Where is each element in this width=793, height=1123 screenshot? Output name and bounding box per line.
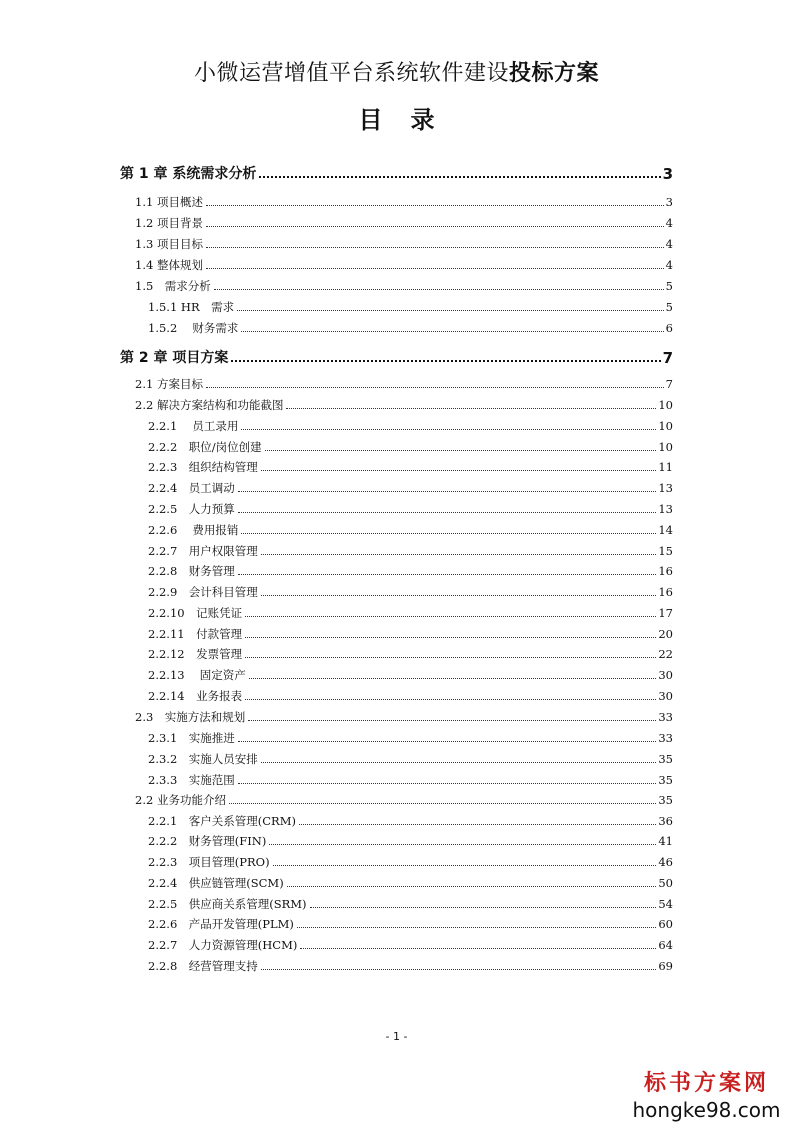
toc-entry-label: 2.2.6 产品开发管理(PLM) (148, 917, 294, 931)
toc-entry-label: 1.3 项目目标 (135, 237, 203, 251)
toc-entry-page: 13 (658, 502, 673, 516)
toc-entry-label: 2.3 实施方法和规划 (135, 710, 246, 724)
toc-entry-page: 3 (662, 165, 673, 183)
toc-entry[interactable] (148, 689, 673, 703)
toc-entry-page: 4 (665, 258, 673, 272)
toc-entry-label: 2.2.10 记账凭证 (148, 606, 243, 620)
toc-leader-dots (273, 865, 657, 866)
toc-entry[interactable] (135, 377, 673, 391)
toc-entry[interactable] (148, 419, 673, 433)
toc-entry-page: 30 (658, 689, 673, 703)
toc-entry-label: 2.2.3 组织结构管理 (148, 460, 258, 474)
toc-entry-page: 35 (658, 773, 673, 787)
toc-entry[interactable] (148, 959, 673, 973)
toc-entry-page: 20 (658, 627, 673, 641)
toc-entry[interactable] (148, 440, 673, 454)
toc-entry[interactable] (148, 938, 673, 952)
toc-entry-label: 2.2.7 用户权限管理 (148, 544, 258, 558)
toc-entry-page: 10 (658, 440, 673, 454)
toc-entry-label: 2.2.1 客户关系管理(CRM) (148, 814, 296, 828)
toc-entry-label: 2.2 业务功能介绍 (135, 793, 226, 807)
toc-entry[interactable] (148, 606, 673, 620)
toc-entry-page: 35 (658, 752, 673, 766)
watermark-logo (624, 1066, 789, 1123)
toc-leader-dots (214, 289, 664, 290)
toc-leader-dots (249, 678, 657, 679)
toc-entry[interactable] (135, 195, 673, 209)
toc-entry-page: 33 (658, 710, 673, 724)
toc-leader-dots (299, 824, 656, 825)
document-title-regular: 小微运营增值平台系统软件建设 (193, 61, 509, 86)
toc-entry-label: 1.5.1 HR 需求 (148, 300, 235, 314)
toc-entry-label: 2.2.6 费用报销 (148, 523, 239, 537)
toc-entry-page: 17 (658, 606, 673, 620)
toc-entry-page: 4 (665, 237, 673, 251)
toc-entry-label: 2.2.9 会计科目管理 (148, 585, 258, 599)
toc-entry-page: 50 (658, 876, 673, 890)
toc-entry[interactable] (135, 237, 673, 251)
page-number: - 1 - (385, 1030, 408, 1043)
toc-entry-label: 2.2.1 员工录用 (148, 419, 239, 433)
toc-entry-page: 3 (665, 195, 673, 209)
toc-entry[interactable] (135, 279, 673, 293)
toc-leader-dots (261, 762, 657, 763)
toc-entry-label: 2.2.4 员工调动 (148, 481, 235, 495)
toc-entry-page: 5 (665, 279, 673, 293)
toc-leader-dots (297, 927, 656, 928)
toc-leader-dots (261, 969, 657, 970)
toc-entry-label: 2.3.3 实施范围 (148, 773, 235, 787)
toc-entry-page: 69 (658, 959, 673, 973)
toc-leader-dots (245, 637, 656, 638)
toc-entry-label: 2.2.14 业务报表 (148, 689, 243, 703)
watermark-url: hongke98.com (632, 1098, 781, 1122)
toc-leader-dots (286, 408, 656, 409)
toc-entry-label: 2.2.4 供应链管理(SCM) (148, 876, 284, 890)
toc-leader-dots (261, 595, 657, 596)
toc-entry-label: 2.2.13 固定资产 (148, 668, 246, 682)
toc-leader-dots (261, 554, 657, 555)
toc-leader-dots (261, 470, 657, 471)
toc-entry-label: 2.2.8 财务管理 (148, 564, 235, 578)
toc-entry-label: 第 1 章 系统需求分析 (120, 166, 257, 182)
toc-entry-page: 54 (658, 897, 673, 911)
toc-entry-label: 2.2.11 付款管理 (148, 627, 243, 641)
toc-entry[interactable] (148, 564, 673, 578)
toc-entry-label: 2.2.7 人力资源管理(HCM) (148, 938, 298, 952)
toc-leader-dots (245, 699, 656, 700)
toc-entry-label: 2.2.2 职位/岗位创建 (148, 440, 262, 454)
toc-entry-label: 2.3.2 实施人员安排 (148, 752, 258, 766)
toc-entry[interactable] (148, 834, 673, 848)
toc-entry-label: 1.5 需求分析 (135, 279, 211, 293)
toc-entry-label: 1.4 整体规划 (135, 258, 203, 272)
toc-chapter-entry[interactable] (120, 350, 673, 366)
toc-entry-label: 2.2.5 人力预算 (148, 502, 235, 516)
toc-leader-dots (238, 491, 657, 492)
toc-leader-dots (310, 907, 657, 908)
toc-entry[interactable] (148, 668, 673, 682)
toc-entry[interactable] (148, 321, 673, 335)
toc-entry[interactable] (148, 773, 673, 787)
toc-entry[interactable] (148, 523, 673, 537)
toc-entry[interactable] (148, 752, 673, 766)
toc-leader-dots (241, 533, 656, 534)
toc-entry[interactable] (148, 544, 673, 558)
toc-leader-dots (206, 205, 664, 206)
toc-entry[interactable] (148, 502, 673, 516)
toc-entry-page: 4 (665, 216, 673, 230)
toc-entry-label: 1.1 项目概述 (135, 195, 203, 209)
toc-leader-dots (300, 948, 656, 949)
toc-entry[interactable] (148, 647, 673, 661)
toc-leader-dots (237, 310, 664, 311)
toc-entry[interactable] (148, 460, 673, 474)
toc-entry-label: 1.2 项目背景 (135, 216, 203, 230)
toc-entry[interactable] (135, 258, 673, 272)
toc-leader-dots (206, 226, 664, 227)
toc-entry[interactable] (148, 814, 673, 828)
toc-entry-label: 2.2.2 财务管理(FIN) (148, 834, 267, 848)
toc-leader-dots (259, 176, 660, 178)
toc-leader-dots (269, 844, 656, 845)
toc-leader-dots (241, 429, 656, 430)
watermark-brand: 标书方案网 (643, 1071, 769, 1096)
toc-entry-page: 15 (658, 544, 673, 558)
toc-entry[interactable] (148, 481, 673, 495)
toc-entry[interactable] (135, 398, 673, 412)
toc-entry-page: 36 (658, 814, 673, 828)
toc-leader-dots (231, 360, 660, 362)
toc-entry[interactable] (135, 216, 673, 230)
toc-entry-page: 35 (658, 793, 673, 807)
toc-leader-dots (238, 783, 657, 784)
toc-entry[interactable] (148, 855, 673, 869)
toc-entry[interactable] (148, 876, 673, 890)
toc-entry-label: 2.2 解决方案结构和功能截图 (135, 398, 284, 412)
toc-entry[interactable] (148, 731, 673, 745)
toc-entry-page: 13 (658, 481, 673, 495)
toc-leader-dots (245, 616, 656, 617)
toc-entry-page: 16 (658, 564, 673, 578)
toc-entry[interactable] (135, 793, 673, 807)
toc-entry-page: 7 (662, 349, 673, 367)
toc-entry[interactable] (148, 897, 673, 911)
toc-leader-dots (206, 387, 664, 388)
toc-leader-dots (206, 247, 664, 248)
toc-entry[interactable] (148, 585, 673, 599)
toc-entry-page: 64 (658, 938, 673, 952)
toc-entry-page: 11 (658, 460, 673, 474)
toc-entry-page: 60 (658, 917, 673, 931)
toc-entry-label: 2.2.8 经营管理支持 (148, 959, 258, 973)
toc-entry-page: 10 (658, 398, 673, 412)
toc-leader-dots (206, 268, 664, 269)
toc-leader-dots (238, 574, 657, 575)
toc-entry-label: 1.5.2 财务需求 (148, 321, 239, 335)
toc-leader-dots (238, 512, 657, 513)
toc-entry[interactable] (148, 917, 673, 931)
toc-leader-dots (229, 803, 656, 804)
toc-leader-dots (238, 741, 657, 742)
toc-entry[interactable] (148, 627, 673, 641)
toc-entry-page: 7 (665, 377, 673, 391)
toc-entry-page: 6 (665, 321, 673, 335)
toc-leader-dots (287, 886, 657, 887)
toc-leader-dots (265, 450, 657, 451)
toc-entry-page: 22 (658, 647, 673, 661)
toc-chapter-entry[interactable] (120, 166, 673, 182)
toc-entry-label: 第 2 章 项目方案 (120, 350, 229, 366)
toc-entry-label: 2.2.3 项目管理(PRO) (148, 855, 270, 869)
toc-entry-page: 14 (658, 523, 673, 537)
toc-leader-dots (248, 720, 656, 721)
toc-entry-page: 10 (658, 419, 673, 433)
toc-leader-dots (241, 331, 663, 332)
document-title-bold: 投标方案 (509, 61, 600, 86)
toc-entry-label: 2.3.1 实施推进 (148, 731, 235, 745)
toc-entry[interactable] (135, 710, 673, 724)
toc-leader-dots (245, 657, 656, 658)
toc-entry-page: 5 (665, 300, 673, 314)
toc-entry[interactable] (148, 300, 673, 314)
toc-entry-label: 2.1 方案目标 (135, 377, 203, 391)
toc-entry-page: 16 (658, 585, 673, 599)
toc-entry-page: 46 (658, 855, 673, 869)
toc-heading: 目录 (358, 106, 463, 134)
toc-entry-page: 33 (658, 731, 673, 745)
toc-entry-label: 2.2.12 发票管理 (148, 647, 243, 661)
toc-entry-page: 41 (658, 834, 673, 848)
toc-entry-label: 2.2.5 供应商关系管理(SRM) (148, 897, 307, 911)
toc-entry-page: 30 (658, 668, 673, 682)
